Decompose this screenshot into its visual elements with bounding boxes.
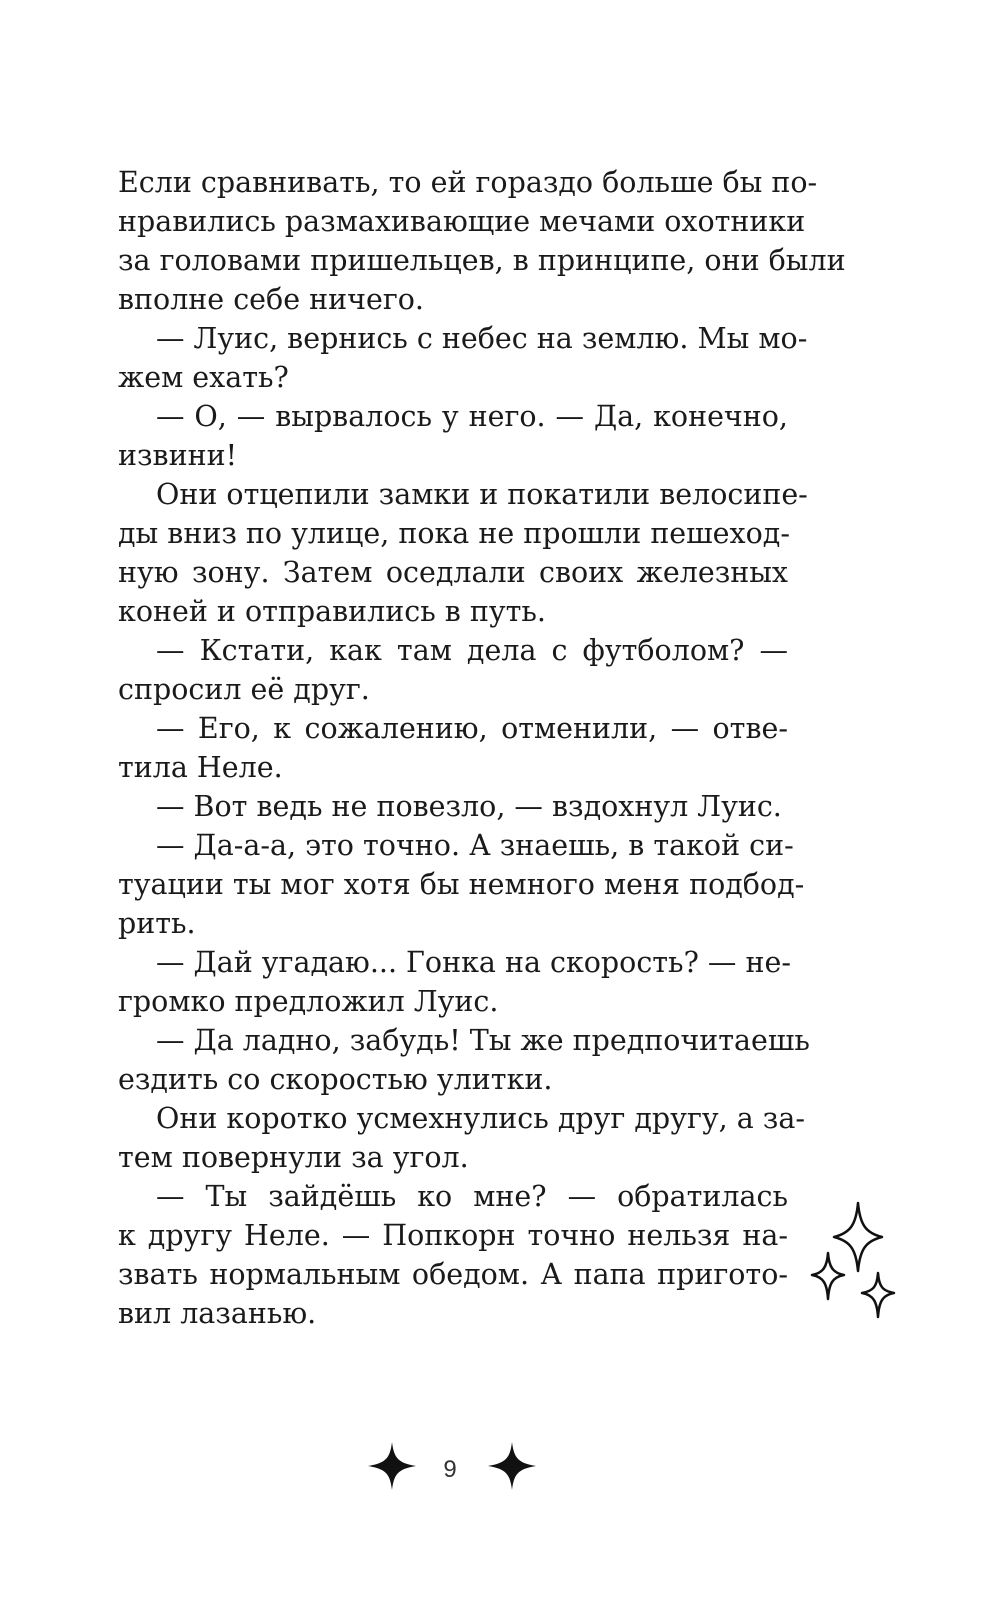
text-line: за головами пришельцев, в принципе, они были: [118, 244, 846, 277]
text-line: жем ехать?: [118, 361, 289, 394]
text-line: тила Неле.: [118, 751, 283, 784]
text-line: — Да-а-а, это точно. А знаешь, в такой си-: [156, 829, 794, 862]
text-line: громко предложил Луис.: [118, 985, 499, 1018]
text-line: вил лазанью.: [118, 1297, 317, 1330]
text-line: извини!: [118, 439, 238, 472]
text-line: — Луис, вернись с небес на землю. Мы мо-: [156, 322, 808, 355]
text-line: — Кстати, как там дела с футболом? —: [156, 634, 788, 667]
text-line: вполне себе ничего.: [118, 283, 424, 316]
text-line: ную зону. Затем оседлали своих железных: [118, 556, 788, 589]
text-line: к другу Неле. — Попкорн точно нельзя на-: [118, 1219, 788, 1252]
four-point-star-icon: [486, 1440, 538, 1492]
text-line: тем повернули за угол.: [118, 1141, 469, 1174]
sparkles-outline-icon: [808, 1195, 903, 1325]
text-line: туации ты мог хотя бы немного меня подбод-: [118, 868, 805, 901]
text-line: рить.: [118, 907, 196, 940]
text-line: — О, — вырвалось у него. — Да, конечно,: [156, 400, 788, 433]
text-line: нравились размахивающие мечами охотники: [118, 205, 806, 238]
text-line: Они отцепили замки и покатили велосипе-: [156, 478, 808, 511]
text-line: — Да ладно, забудь! Ты же предпочитаешь: [156, 1024, 810, 1057]
text-line: спросил её друг.: [118, 673, 370, 706]
text-line: — Его, к сожалению, отменили, — отве-: [156, 712, 788, 745]
four-point-star-icon: [366, 1440, 418, 1492]
text-line: — Дай угадаю... Гонка на скорость? — не-: [156, 946, 791, 979]
text-line: коней и отправились в путь.: [118, 595, 546, 628]
page-number: 9: [443, 1456, 457, 1483]
text-line: — Вот ведь не повезло, — вздохнул Луис.: [156, 790, 782, 823]
text-line: звать нормальным обедом. А папа пригото-: [118, 1258, 788, 1291]
text-line: ды вниз по улице, пока не прошли пешеход-: [118, 517, 790, 550]
text-line: Они коротко усмехнулись друг другу, а за-: [156, 1102, 805, 1135]
text-line: ездить со скоростью улитки.: [118, 1063, 553, 1096]
text-line: Если сравнивать, то ей гораздо больше бы по-: [118, 166, 818, 199]
text-line: — Ты зайдёшь ко мне? — обратилась: [156, 1180, 788, 1213]
